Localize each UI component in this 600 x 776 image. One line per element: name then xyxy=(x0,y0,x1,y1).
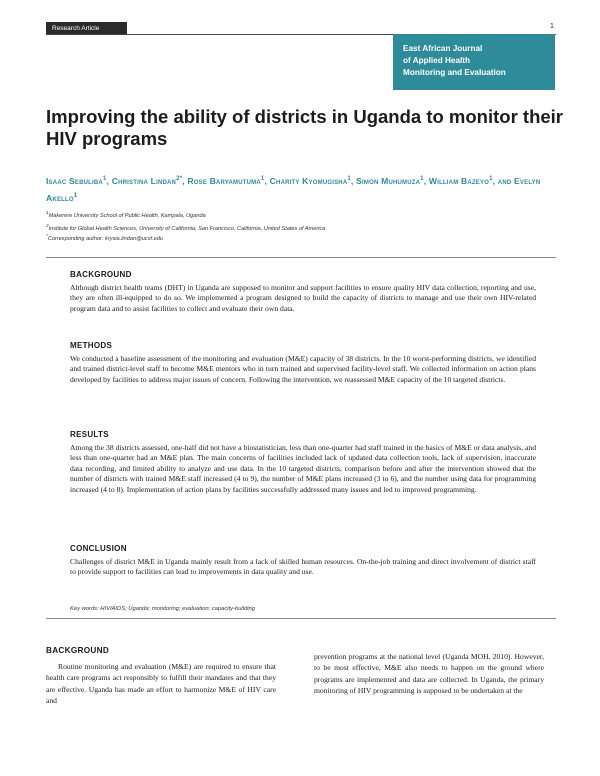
affiliation-1: $^1$Makerere University School of Public Health, Kampala, Uganda xyxy=(46,210,206,219)
author-name: , and Evelyn Akello xyxy=(46,175,541,203)
section-heading: BACKGROUND xyxy=(70,270,132,279)
page-number: 1 xyxy=(550,23,554,30)
journal-banner xyxy=(393,34,555,90)
section-heading: CONCLUSION xyxy=(70,544,127,553)
author-affil-sup: 1 xyxy=(347,176,351,182)
journal-name-line1: East African Journal xyxy=(403,44,483,53)
author-name: , Christina Lindan xyxy=(106,175,177,186)
section-heading: METHODS xyxy=(70,341,113,350)
body-column-2: prevention programs at the national level (Uganda MOH, 2010). However, to be most effective, M&E also needs to happen on the ground where programs are implemented and data are collected. In Uganda, the primary monitoring of HIV programming is supposed to be undertaken at the xyxy=(314,652,544,695)
abstract-bottom-rule xyxy=(46,618,556,619)
journal-name-line3: Monitoring and Evaluation xyxy=(403,68,506,77)
abstract-methods xyxy=(70,341,536,385)
section-text: Among the 38 districts assessed, one-half did not have a biostatistician, less than one-quarter had staff trained in the basics of M&E or data analysis, and less than one-quarter had an M&E plan. The main concerns of facilities included lack of updated data collection tools, lack of supervision, inaccurate data recording, and limited ability to analyze and use data. In the 10 targeted districts, comparison before and after the intervention showed that the number of districts with trained M&E staff increased (4 to 9), the number of M&E plans increased (3 to 6), and the number using data for programming increased (4 to 8). Implementation of action plans by facilities successfully addressed many issues and led to improved programming. xyxy=(70,442,536,494)
section-heading: RESULTS xyxy=(70,430,109,439)
abstract-results xyxy=(70,430,536,496)
author-affil-sup: 1 xyxy=(420,176,424,182)
corresponding-author: *Corresponding author: krysia.lindan@ucsf.edu xyxy=(46,233,163,242)
affiliations xyxy=(46,208,566,234)
author-name: , Rose Baryamutuma xyxy=(182,175,261,186)
abstract-background xyxy=(70,270,536,314)
author-affil-sup: 2* xyxy=(176,176,183,182)
author-name: , Charity Kyomugisha xyxy=(264,175,348,186)
author-affil-sup: 1 xyxy=(260,176,265,182)
body-section-heading: BACKGROUND xyxy=(46,646,110,655)
author-name: , Simon Muhumuza xyxy=(350,175,421,186)
section-text: Challenges of district M&E in Uganda mainly result from a lack of skilled human resources. On-the-job training and direct involvement of district staff to provide support to facilities can lead to improvements in data quality and use. xyxy=(70,556,536,577)
author-affil-sup: 1 xyxy=(73,192,78,199)
section-text: We conducted a baseline assessment of the monitoring and evaluation (M&E) capacity of 38 districts. In the 10 worst-performing districts, we identified and trained district-level staff to become M&E mentors who in turn trained and supervised facility-level staff. We collected information on action plans developed by facilities to address major issues of concern. Following the intervention, we reassessed M&E capacity of the 10 targeted districts. xyxy=(70,353,536,384)
author-affil-sup: 1 xyxy=(102,176,107,182)
abstract-conclusion xyxy=(70,544,536,578)
article-type-tag: Research Article xyxy=(46,22,127,35)
abstract-top-rule xyxy=(46,257,556,258)
author-affil-sup: 1 xyxy=(489,176,493,182)
keywords: Key words: HIV/AIDS; Uganda; monitoring; evaluation; capacity-building xyxy=(70,606,255,612)
body-column-1: Routine monitoring and evaluation (M&E) are required to ensure that health care programs act responsibly to fulfill their mandates and that they are effective. Uganda has made an effort to harmonize M&E of HIV care and xyxy=(46,662,276,705)
author-name: Isaac Sebuliba xyxy=(46,175,103,186)
paper-title: Improving the ability of districts in Uganda to monitor their HIV programs xyxy=(46,106,563,149)
author-list xyxy=(46,172,566,206)
affiliation-2: $^2$Institute for Global Health Sciences, University of California, San Francisco, California, United States of America xyxy=(46,222,326,232)
author-name: , William Bazeyo xyxy=(423,175,490,186)
journal-name-line2: of Applied Health xyxy=(403,56,471,65)
section-text: Although district health teams (DHT) in Uganda are supposed to monitor and support facilities to ensure quality HIV data collection, reporting and use, they are often ill-equipped to do so. We implemented a program designed to build the capacity of districts to manage and use their own HIV-related program data and to assist facilities to collect and evaluate their own data. xyxy=(70,282,536,313)
